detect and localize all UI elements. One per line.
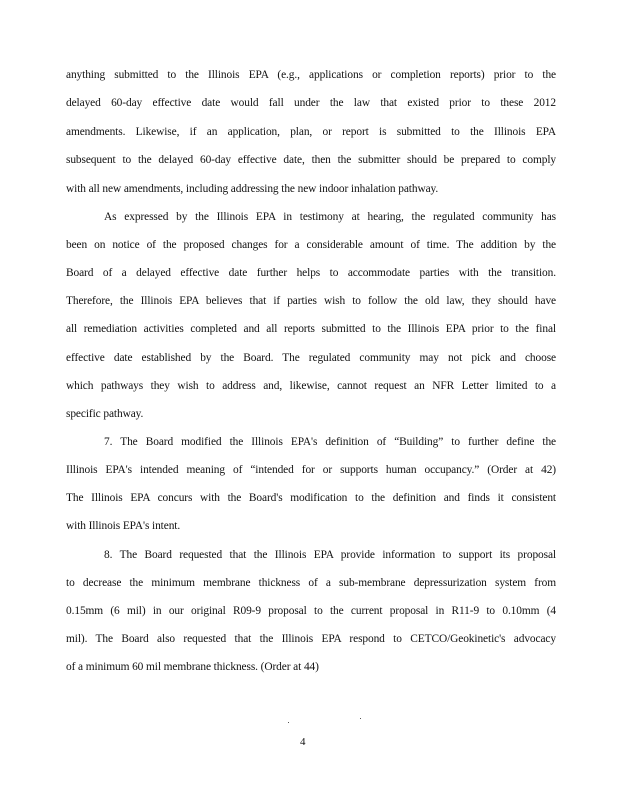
paragraph-first-line: 7. The Board modified the Illinois EPA's definition of “Building” to further define the	[104, 436, 556, 448]
body-text-line: delayed 60-day effective date would fall under the law that existed prior to these 2012	[66, 97, 556, 109]
body-text-line: Therefore, the Illinois EPA believes that if parties wish to follow the old law, they should have	[66, 295, 556, 307]
body-text-line: 0.15mm (6 mil) in our original R09-9 proposal to the current proposal in R11-9 to 0.10mm (4	[66, 605, 556, 617]
body-text-line: The Illinois EPA concurs with the Board's modification to the definition and finds it consistent	[66, 492, 556, 504]
body-text-line: mil). The Board also requested that the Illinois EPA respond to CETCO/Geokinetic's advocacy	[66, 633, 556, 645]
paragraph-first-line: 8. The Board requested that the Illinois EPA provide information to support its proposal	[104, 549, 556, 561]
body-text-line: of a minimum 60 mil membrane thickness. (Order at 44)	[66, 661, 319, 673]
body-text-line: subsequent to the delayed 60-day effective date, then the submitter should be prepared to comply	[66, 154, 556, 166]
body-text-line: with Illinois EPA's intent.	[66, 520, 181, 532]
page-number: 4	[300, 736, 306, 748]
body-text-line: all remediation activities completed and all reports submitted to the Illinois EPA prior to the final	[66, 323, 556, 335]
scan-speck	[360, 718, 361, 719]
body-text-line: amendments. Likewise, if an application, plan, or report is submitted to the Illinois EPA	[66, 126, 556, 138]
body-text-line: effective date established by the Board. The regulated community may not pick and choose	[66, 352, 556, 364]
body-text-line: to decrease the minimum membrane thickness of a sub-membrane depressurization system from	[66, 577, 556, 589]
body-text-line: been on notice of the proposed changes for a considerable amount of time. The addition by the	[66, 239, 556, 251]
body-text-line: Illinois EPA's intended meaning of “intended for or supports human occupancy.” (Order at 42)	[66, 464, 556, 476]
body-text-line: specific pathway.	[66, 408, 144, 420]
body-text-line: which pathways they wish to address and, likewise, cannot request an NFR Letter limited to a	[66, 380, 556, 392]
paragraph-first-line: As expressed by the Illinois EPA in testimony at hearing, the regulated community has	[104, 211, 556, 223]
body-text-line: Board of a delayed effective date further helps to accommodate parties with the transition.	[66, 267, 556, 279]
body-text-line: with all new amendments, including addressing the new indoor inhalation pathway.	[66, 183, 439, 195]
scan-speck	[288, 722, 289, 723]
body-text-line: anything submitted to the Illinois EPA (e.g., applications or completion reports) prior to the	[66, 69, 556, 81]
